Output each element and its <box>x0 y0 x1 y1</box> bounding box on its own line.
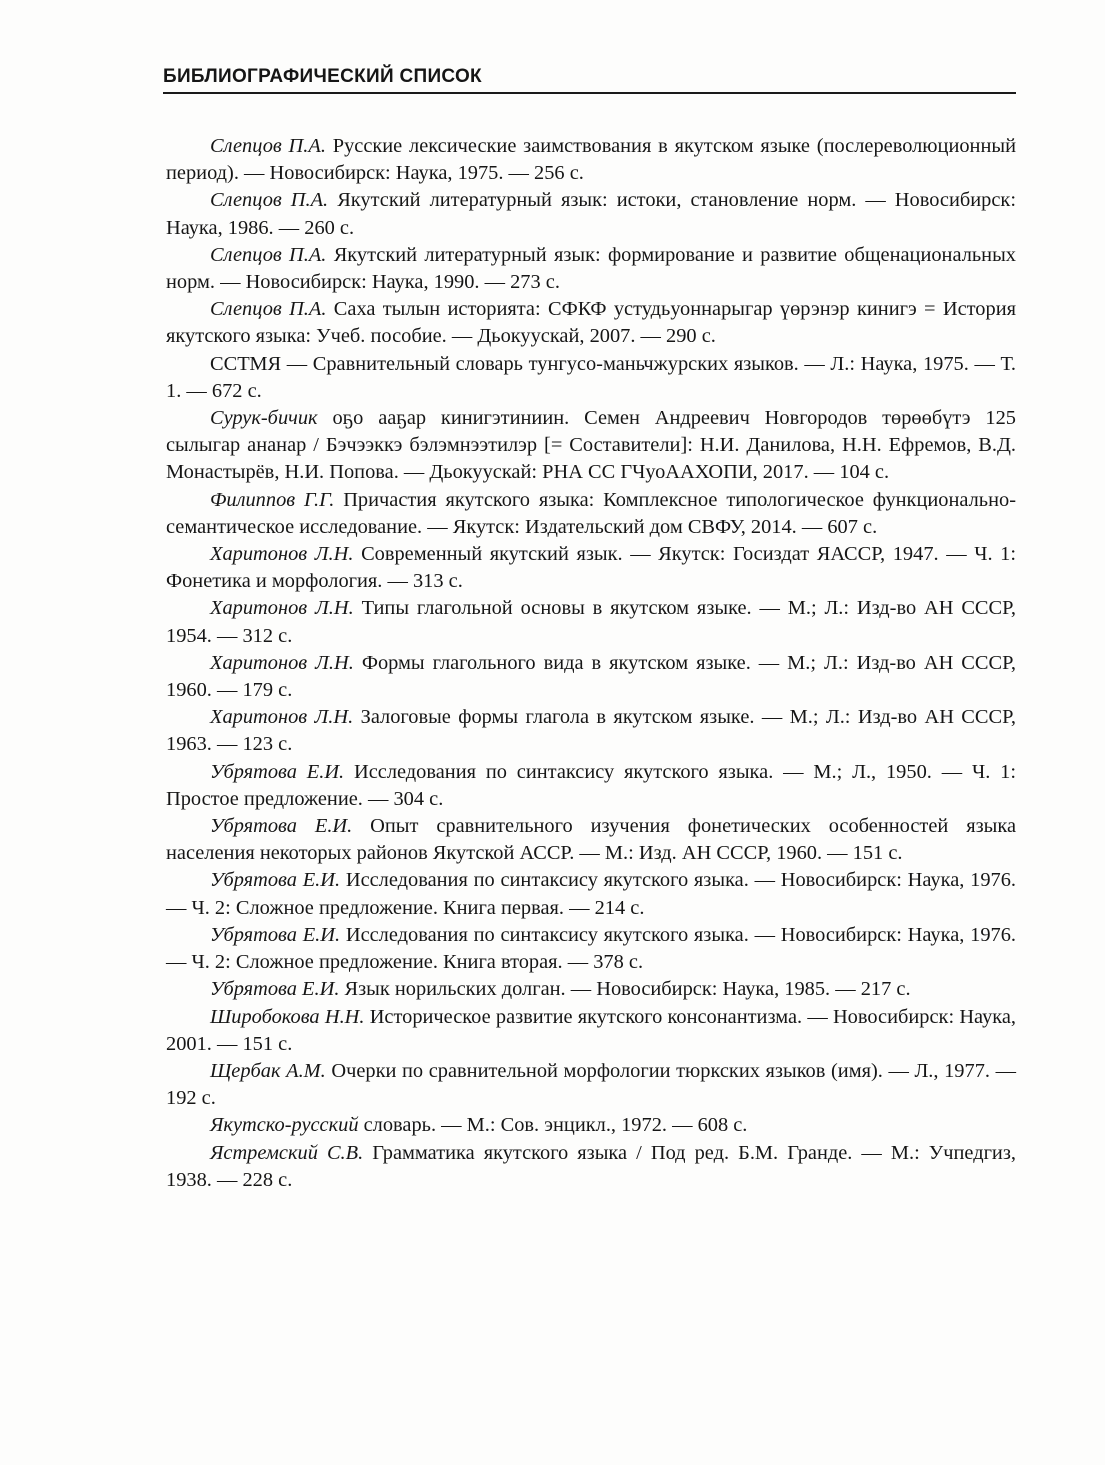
entry-author: Якутско-русский <box>210 1114 359 1137</box>
bibliography-entry <box>166 1112 1016 1139</box>
bibliography-entry <box>166 296 1016 350</box>
bibliography-entry <box>166 650 1016 704</box>
bibliography-entry <box>166 242 1016 296</box>
entry-author: Слепцов П.А. <box>210 189 329 212</box>
entry-author: Широбокова Н.Н. <box>210 1005 365 1028</box>
bibliography-entry <box>166 976 1016 1003</box>
bibliography-entry <box>166 922 1016 976</box>
bibliography-entry <box>166 487 1016 541</box>
entry-text: оҕо ааҕар кинигэтиниин. Семен Андреевич Новгородов төрөөбүтэ 125 сылыгар ананар / Бэчээккэ бэлэмнээтилэр [= Составители]: Н.И. Данилова, Н.Н. Ефремов, В.Д. Монастырёв, Н.И. Попова. — Дьокуускай: РНА СС ГЧуоААХОПИ, 2017. — 104 с. <box>166 407 1016 484</box>
entry-author: Харитонов Л.Н. <box>210 597 354 620</box>
section-title: БИБЛИОГРАФИЧЕСКИЙ СПИСОК <box>163 66 482 87</box>
entry-text: Исследования по синтаксису якутского языка. — Новосибирск: Наука, 1976. — Ч. 2: Сложное предложение. Книга вторая. — 378 с. <box>166 923 1017 974</box>
bibliography-entry <box>166 187 1016 241</box>
entry-text: Современный якутский язык. — Якутск: Госиздат ЯАССР, 1947. — Ч. 1: Фонетика и морфология. — 313 с. <box>166 543 1017 593</box>
entry-text: Якутский литературный язык: истоки, становление норм. — Новосибирск: Наука, 1986. — 260 с. <box>166 189 1016 239</box>
entry-text: Русские лексические заимствования в якутском языке (послереволюционный период). — Новосибирск: Наука, 1975. — 256 с. <box>166 135 1016 185</box>
entry-text: Очерки по сравнительной морфологии тюркских языков (имя). — Л., 1977. — 192 с. <box>166 1059 1016 1110</box>
entry-text: Грамматика якутского языка / Под ред. Б.М. Гранде. — М.: Учпедгиз, 1938. — 228 с. <box>166 1141 1016 1191</box>
bibliography-entry <box>166 595 1016 649</box>
entry-author: Харитонов Л.Н. <box>210 651 354 674</box>
entry-author: Харитонов Л.Н. <box>210 543 354 566</box>
entry-author: Убрятова Е.И. <box>210 815 353 838</box>
entry-author: Слепцов П.А. <box>210 298 327 321</box>
bibliography-entry <box>166 1140 1016 1194</box>
entry-text: Исследования по синтаксису якутского языка. — Новосибирск: Наука, 1976. — Ч. 2: Сложное предложение. Книга первая. — 214 с. <box>166 869 1017 919</box>
bibliography-entry <box>166 759 1016 813</box>
entry-author: Харитонов Л.Н. <box>210 706 354 729</box>
entry-text: Опыт сравнительного изучения фонетических особенностей языка населения некоторых районов Якутской АССР. — М.: Изд. АН СССР, 1960. — 151 с. <box>166 815 1016 865</box>
entry-text: словарь. — М.: Сов. энцикл., 1972. — 608 с. <box>358 1114 748 1137</box>
bibliography-entry <box>166 813 1016 867</box>
entry-author: Щербак А.М. <box>210 1059 326 1082</box>
entry-author: Сурук-бичик <box>210 407 318 430</box>
bibliography-entry <box>166 405 1016 487</box>
bibliography-entry <box>166 541 1016 595</box>
entry-author: Убрятова Е.И. <box>210 978 340 1001</box>
entry-author: Филиппов Г.Г. <box>210 488 335 511</box>
entry-author: Слепцов П.А. <box>210 135 326 157</box>
entry-author: Убрятова Е.И. <box>210 923 341 946</box>
bibliography-list <box>166 133 1016 1194</box>
entry-text: Язык норильских долган. — Новосибирск: Наука, 1985. — 217 с. <box>339 978 911 1001</box>
bibliography-entry <box>166 1004 1016 1058</box>
entry-author: Убрятова Е.И. <box>210 869 341 892</box>
running-header <box>163 66 1016 94</box>
entry-text: Саха тылын историята: СФКФ устудьуоннарыгар үөрэнэр кинигэ = История якутского языка: Учеб. пособие. — Дьокуускай, 2007. — 290 с. <box>166 298 1016 348</box>
entry-text: ССТМЯ — Сравнительный словарь тунгусо-маньчжурских языков. — Л.: Наука, 1975. — Т. 1. — 672 с. <box>166 352 1016 402</box>
entry-text: Залоговые формы глагола в якутском языке. — М.; Л.: Изд-во АН СССР, 1963. — 123 с. <box>166 706 1016 756</box>
bibliography-entry <box>166 704 1016 758</box>
entry-text: Причастия якутского языка: Комплексное типологическое функционально-семантическое исследование. — Якутск: Издательский дом СВФУ, 2014. — 607 с. <box>166 488 1016 538</box>
bibliography-entry <box>166 867 1016 921</box>
bibliography-entry <box>166 133 1016 187</box>
entry-text: Якутский литературный язык: формирование и развитие общенациональных норм. — Новосибирск: Наука, 1990. — 273 с. <box>166 243 1016 294</box>
entry-author: Убрятова Е.И. <box>210 760 345 783</box>
entry-text: Историческое развитие якутского консонантизма. — Новосибирск: Наука, 2001. — 151 с. <box>166 1005 1017 1055</box>
bibliography-entry <box>166 351 1016 405</box>
entry-author: Слепцов П.А. <box>210 243 327 266</box>
entry-text: Типы глагольной основы в якутском языке. — М.; Л.: Изд-во АН СССР, 1954. — 312 с. <box>166 597 1017 647</box>
bibliography-entry <box>166 1058 1016 1112</box>
entry-text: Исследования по синтаксису якутского языка. — М.; Л., 1950. — Ч. 1: Простое предложение. — 304 с. <box>166 760 1016 810</box>
entry-author: Ястремский С.В. <box>210 1141 364 1164</box>
entry-text: Формы глагольного вида в якутском языке. — М.; Л.: Изд-во АН СССР, 1960. — 179 с. <box>166 651 1016 702</box>
